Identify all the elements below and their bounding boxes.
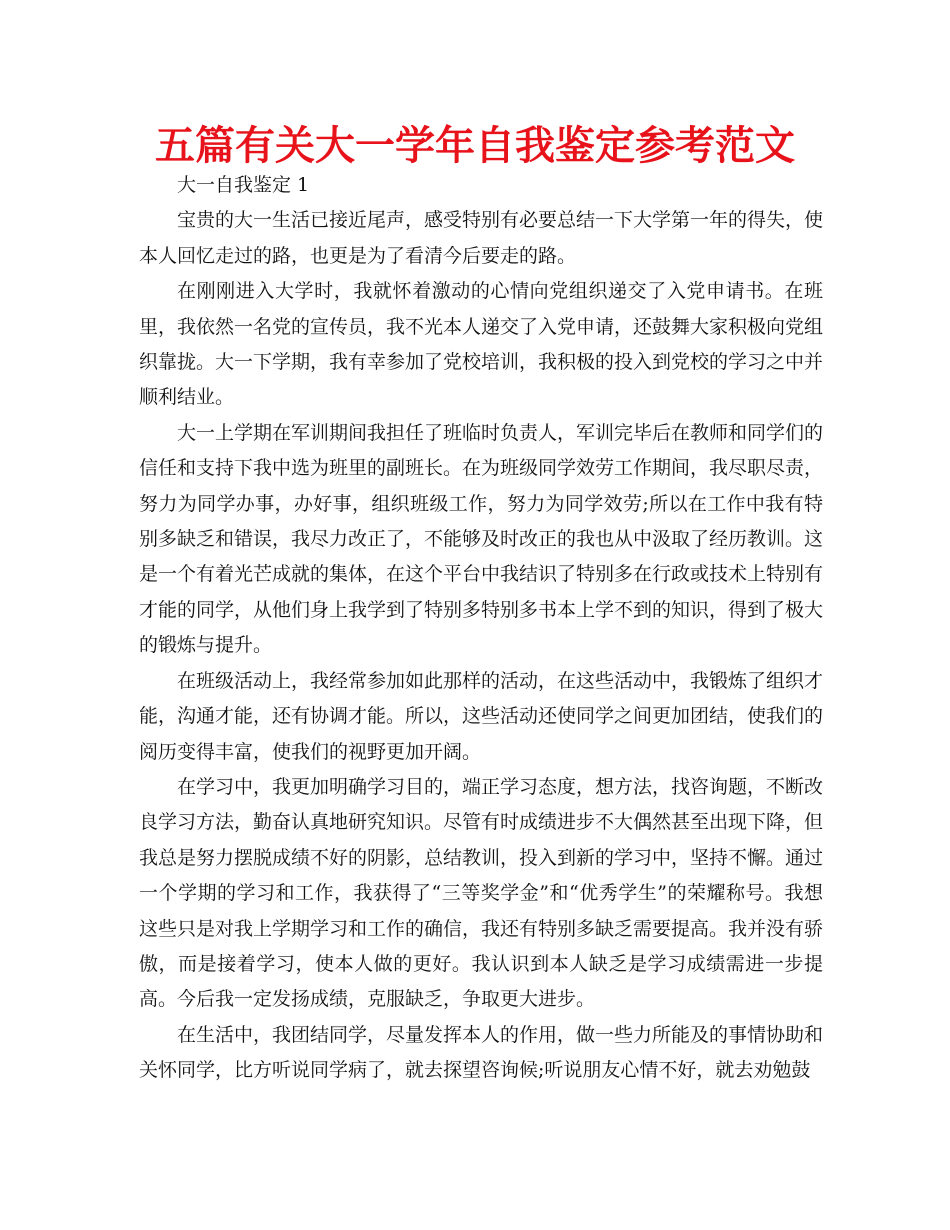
paragraph: 在班级活动上，我经常参加如此那样的活动，在这些活动中，我锻炼了组织才能，沟通才能，还有协调才能。所以，这些活动还使同学之间更加团结，使我们的阅历变得丰富，使我们的视野更加开阔。 bbox=[139, 669, 824, 763]
paragraph: 在刚刚进入大学时，我就怀着激动的心情向党组织递交了入党申请书。在班里，我依然一名党的宣传员，我不光本人递交了入党申请，还鼓舞大家积极向党组织靠拢。大一下学期，我有幸参加了党校培训，我积极的投入到党校的学习之中并顺利结业。 bbox=[139, 280, 824, 409]
paragraph: 宝贵的大一生活已接近尾声，感受特别有必要总结一下大学第一年的得失，使本人回忆走过的路，也更是为了看清今后要走的路。 bbox=[139, 209, 824, 267]
paragraph: 在学习中，我更加明确学习目的，端正学习态度，想方法，找咨询题，不断改良学习方法，勤奋认真地研究知识。尽管有时成绩进步不大偶然甚至出现下降，但我总是努力摆脱成绩不好的阴影，总结教训，投入到新的学习中，坚持不懈。通过一个学期的学习和工作，我获得了“三等奖学金”和“优秀学生”的荣耀称号。我想这些只是对我上学期学习和工作的确信，我还有特别多缺乏需要提高。我并没有骄傲，而是接着学习，使本人做的更好。我认识到本人缺乏是学习成绩需进一步提高。今后我一定发扬成绩，克服缺乏，争取更大进步。 bbox=[139, 775, 824, 1011]
document-title: 五篇有关大一学年自我鉴定参考范文 bbox=[155, 123, 795, 169]
section-subtitle: 大一自我鉴定 1 bbox=[177, 174, 310, 196]
document-body bbox=[139, 168, 823, 1089]
paragraph: 在生活中，我团结同学，尽量发挥本人的作用，做一些力所能及的事情协助和关怀同学，比方听说同学病了，就去探望咨询候;听说朋友心情不好，就去劝勉鼓 bbox=[139, 1023, 824, 1082]
paragraph: 大一上学期在军训期间我担任了班临时负责人，军训完毕后在教师和同学们的信任和支持下我中选为班里的副班长。在为班级同学效劳工作期间，我尽职尽责，努力为同学办事，办好事，组织班级工作，努力为同学效劳;所以在工作中我有特别多缺乏和错误，我尽力改正了，不能够及时改正的我也从中汲取了经历教训。这是一个有着光芒成就的集体，在这个平台中我结识了特别多在行政或技术上特别有才能的同学，从他们身上我学到了特别多特别多书本上学不到的知识，得到了极大的锻炼与提升。 bbox=[139, 421, 824, 657]
